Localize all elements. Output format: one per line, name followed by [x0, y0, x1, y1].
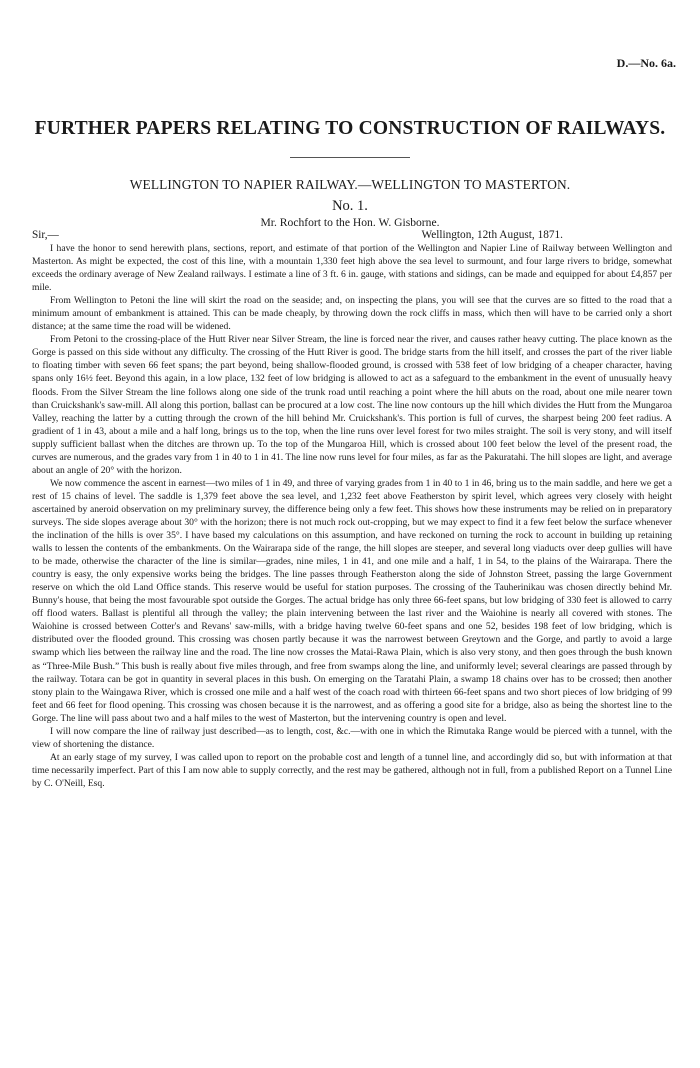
title-divider: [290, 157, 410, 158]
paragraph: From Petoni to the crossing-place of the Hutt River near Silver Stream, the line is forced near the river, and causes rather heavy cutting. The place known as the Gorge is passed on this side without any difficulty. The crossing of the Hutt River is good. The bridge starts from the hill itself, and crosses the part of the river liable to floating timber with seven 66 feet spans; the part beyond, being shallow-flooded ground, is crossed with 538 feet of low bridging of a cheaper character, having spans only 16½ feet. Beyond this again, in a low place, 132 feet of low bridging is allowed to act as a safeguard to the embankment in the event of unusually heavy floods. From the Silver Stream the line follows along one side of the trunk road until reaching a point where the hill abuts on the road, about one mile nearer town than Cruickshank's saw-mill. All along this portion, ballast can be procured at a low cost. The line now contours up the hill which divides the Hutt from the Mungaroa Valley, reaching the latter by a cutting through the crown of the hill behind Mr. Cruickshank's. This portion is full of curves, the sharpest being 200 feet radius. A gradient of 1 in 43, about a mile and a half long, brings us to the top, when the line runs over level forest for two miles straight. The soil is very stony, and will itself supply sufficient ballast when the ditches are thrown up. To the top of the Mungaroa Hill, which is crossed about 100 feet below the level of the present road, the curves are numerous, and the grades vary from 1 in 40 to 1 in 41. The line now runs level for four miles, as far as the Pakuratahi. The hill slopes are light, and average about an angle of 20° with the horizon.: [32, 334, 672, 476]
letter-body: [32, 242, 672, 790]
paragraph: At an early stage of my survey, I was called upon to report on the probable cost and length of a tunnel line, and accordingly did so, but with information at that time necessarily imperfect. Part of this I am now able to supply correctly, and the rest may be gathered, although not in full, from a published Report on a Tunnel Line by C. O'Neill, Esq.: [32, 751, 672, 789]
main-title: FURTHER PAPERS RELATING TO CONSTRUCTION OF RAILWAYS.: [34, 118, 666, 139]
paragraph: I have the honor to send herewith plans, sections, report, and estimate of that portion of the Wellington and Napier Line of Railway between Wellington and Masterton. As might be expected, the cost of this line, with a mountain 1,330 feet high above the sea level to surmount, and four large rivers to bridge, somewhat exceeds the ordinary average of New Zealand railways. I estimate a line of 3 ft. 6 in. gauge, with stations and sidings, can be made and equipped for about £4,857 per mile.: [32, 243, 672, 294]
paragraph: From Wellington to Petoni the line will skirt the road on the seaside; and, on inspecting the plans, you will see that the curves are so fitted to the road that a minimum amount of embankment is attained. This can be made cheaply, by throwing down the rock cliffs in mass, which then will have to be carried only a short distance; at the same time the road will be widened.: [32, 295, 672, 333]
paragraph: We now commence the ascent in earnest—two miles of 1 in 49, and three of varying grades from 1 in 40 to 1 in 46, bring us to the main saddle, and here we get a rest of 15 chains of level. The saddle is 1,379 feet above the sea level, and 1,232 feet above Featherston by spirit level, which agrees very closely with height ascertained by aneroid observation on my preliminary survey, the difference being only a few feet. This shows how these instruments may be relied on in preparatory surveys. The side slopes average about 30° with the horizon; there is not much rock out-cropping, but we may expect to find it a few feet below the surface whenever the inclination of the hills is over 35°. I have based my calculations on this assumption, and have reckoned on turning the rock to account in building up retaining walls to lessen the contents of the embankments. On the Wairarapa side of the range, the hill slopes are steeper, and several long viaducts over deep gullies will have to be made, otherwise the character of the line is similar—grades, nine miles, 1 in 41, and one mile and a half, 1 in 54, to the plains of the Wairarapa. There the country is easy, the only expensive works being the bridges. The line passes through Featherston along the side of Johnston Street, passing the large Government reserve on which the old Land Office stands. This reserve would be useful for station purposes. The crossing of the Tauherinikau was chosen directly behind Mr. Bunny's house, that being the most favourable spot outside the Gorges. The actual bridge has only three 66-feet spans, but low bridging of 330 feet is allowed to carry off flood waters. Ballast is plentiful all through the valley; the plain intervening between the last river and the Waiohine is nearly all covered with stones. The Waiohine is crossed between Cotter's and Revans' saw-mills, with a bridge having twelve 60-feet spans and one 52, besides 198 feet of low bridging, which is distributed over the flooded ground. This crossing was chosen partly because it was the narrowest between Greytown and the Gorge, and partly to avoid a large swamp which lies between the railway line and the road. The line now crosses the Matai-Rawa Plain, which is also very stony, and then goes through the bush known as “Three-Mile Bush.” This bush is really about five miles through, and free from swamps along the line, and uniformly level; several clearings are passed through by the railway. Totara can be got in quantity in several places in this bush. On emerging on the Taratahi Plain, a swamp 18 chains over has to be crossed; then another stony plain to the Waingawa River, which is crossed one mile and a half west of the coach road with thirteen 66-feet spans and two short pieces of low bridging of 99 feet and 66 feet for flood opening. This crossing was chosen because it is the narrowest, and as offering a good site for a bridge, also as being the shortest line to the Gorge. The line will pass about two and a half miles to the west of Masterton, but the intervening country is open and level.: [32, 477, 672, 724]
section-title: WELLINGTON TO NAPIER RAILWAY.—WELLINGTON TO MASTERTON.: [129, 177, 571, 192]
paragraph: I will now compare the line of railway just described—as to length, cost, &c.—with one in which the Rimutaka Range would be pierced with a tunnel, with the view of shortening the distance.: [32, 725, 672, 750]
letter-number: No. 1.: [332, 198, 368, 214]
salutation: Sir,—: [32, 229, 59, 241]
document-reference: D.—No. 6a.: [616, 56, 676, 70]
dateline: Wellington, 12th August, 1871.: [421, 229, 563, 241]
letter-from-to: Mr. Rochfort to the Hon. W. Gisborne.: [260, 216, 440, 229]
